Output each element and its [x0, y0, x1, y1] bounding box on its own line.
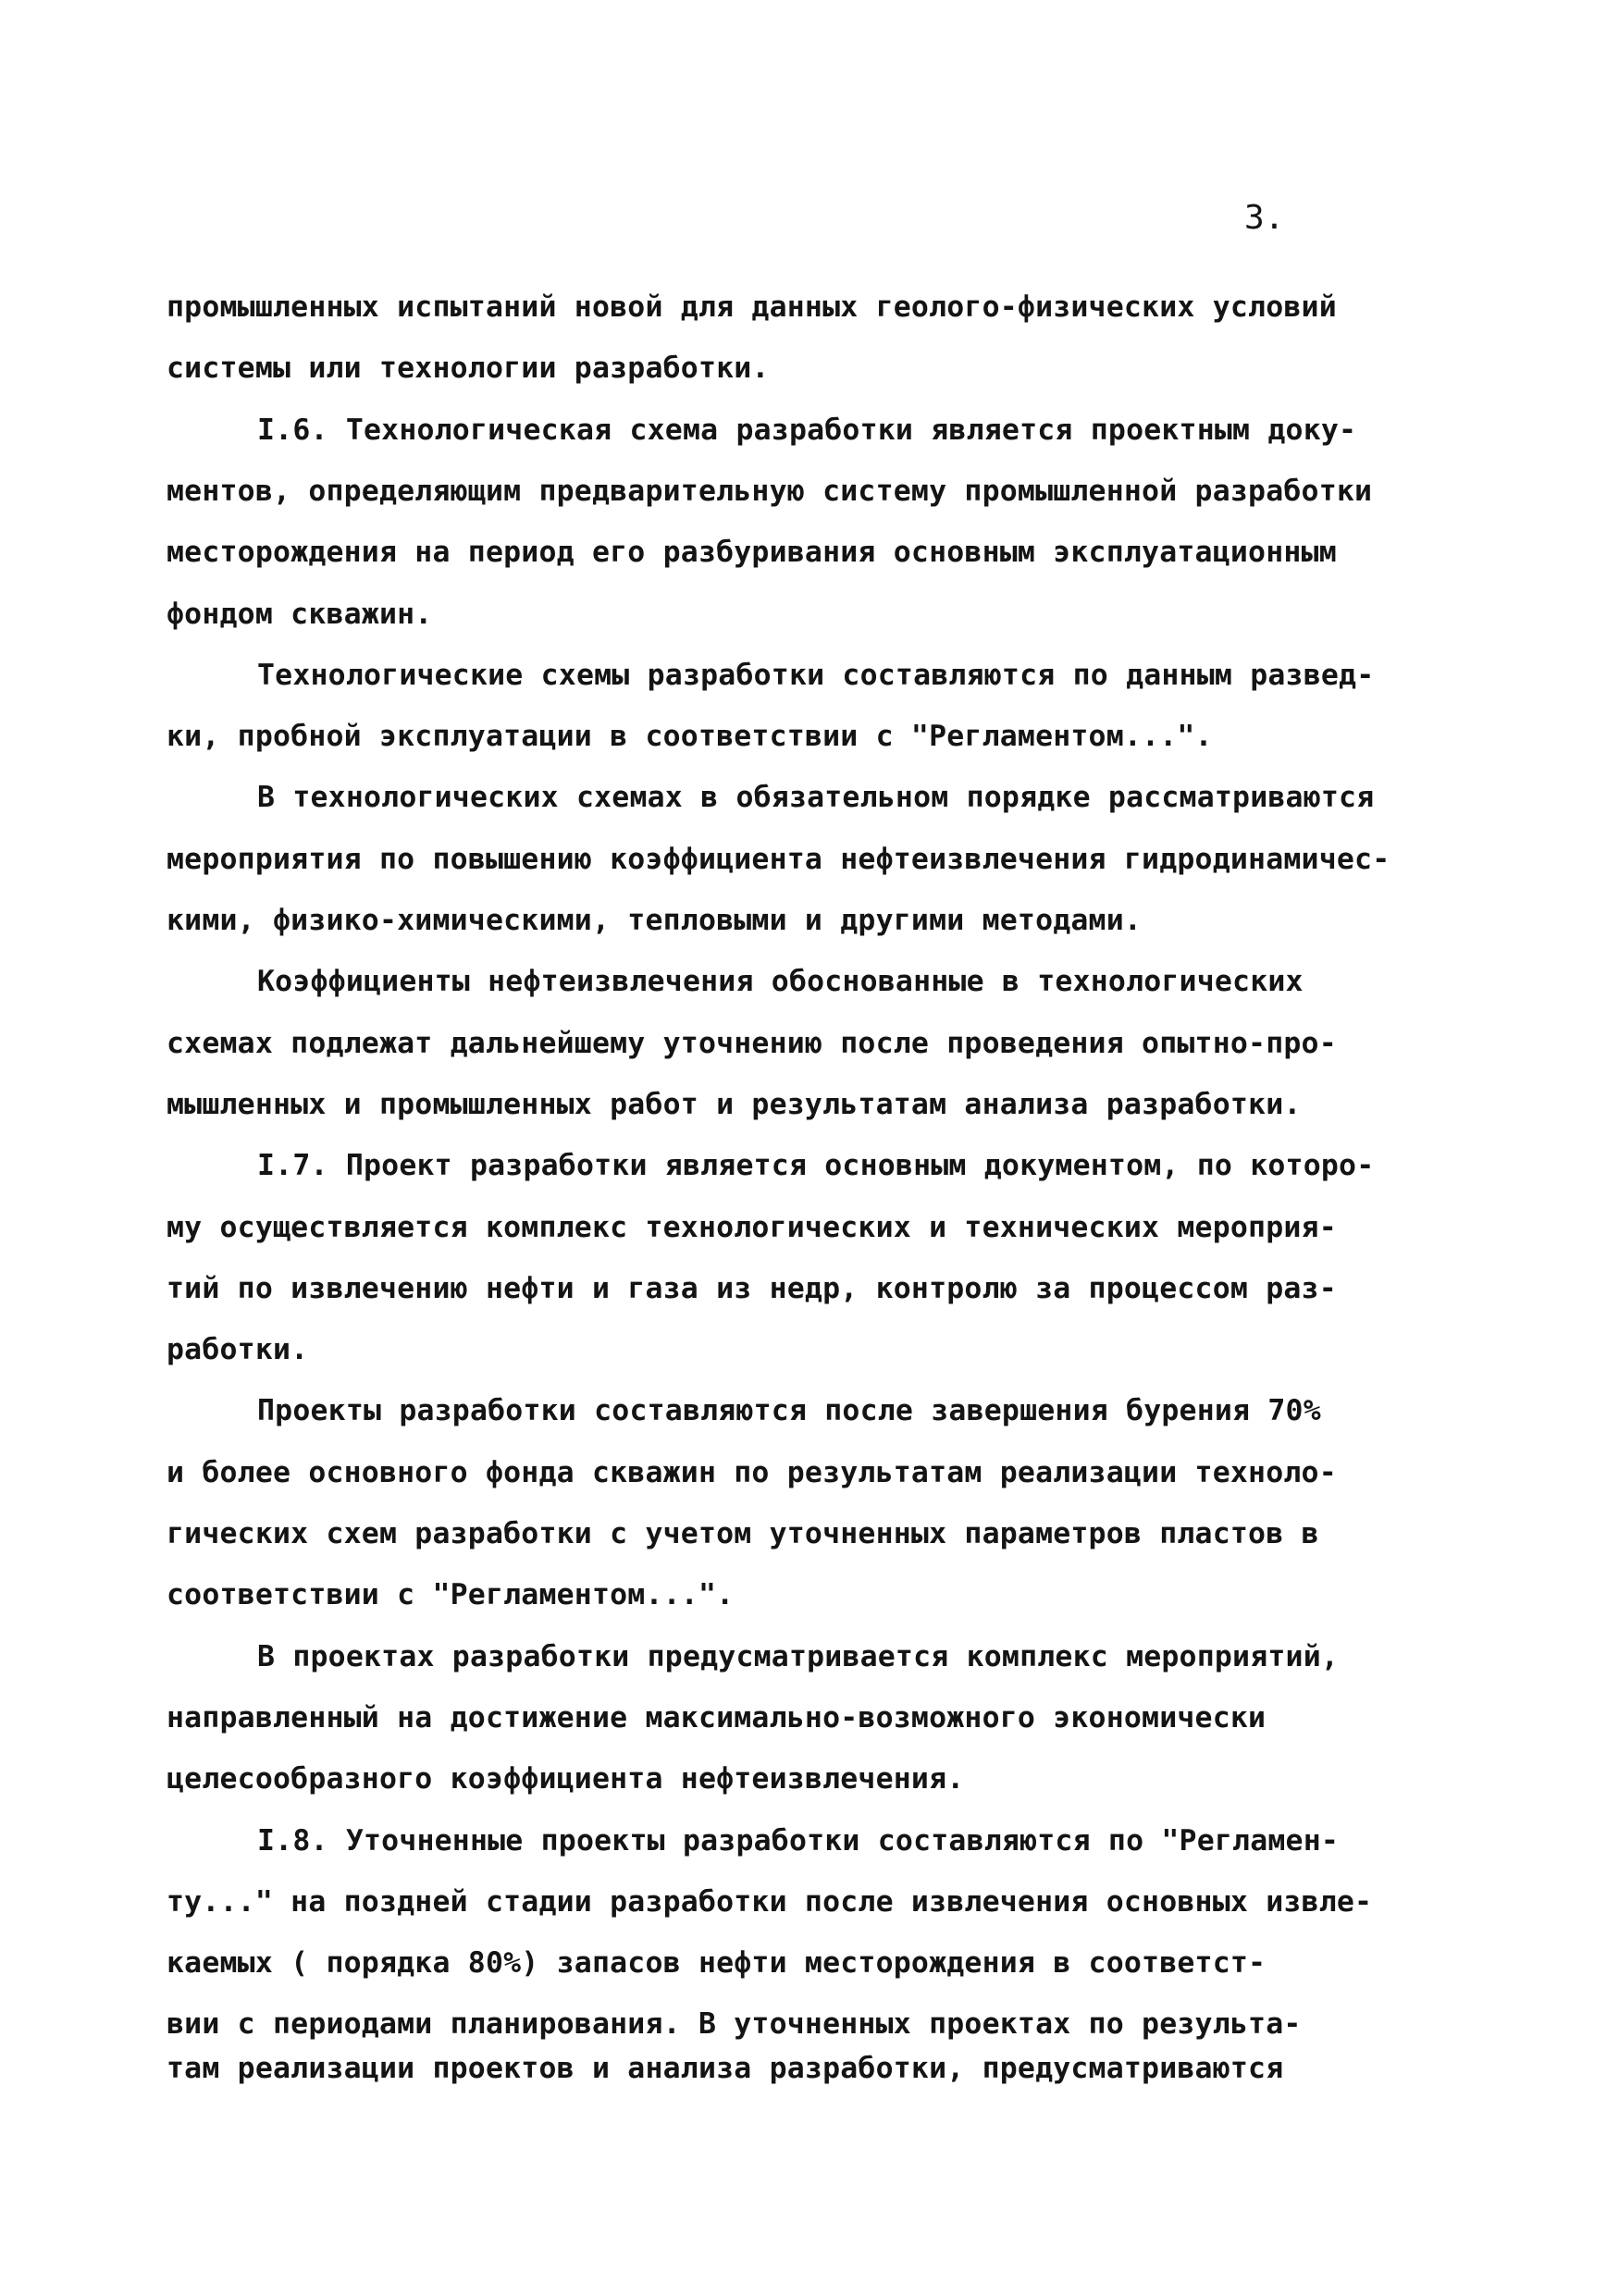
text-line: там реализации проектов и анализа разработки, предусматриваются [167, 2052, 1284, 2085]
text-line: В технологических схемах в обязательном порядке рассматриваются [257, 781, 1375, 814]
text-line: ки, пробной эксплуатации в соответствии с "Регламентом...". [167, 720, 1213, 753]
text-line: Технологические схемы разработки составляются по данным развед- [257, 659, 1375, 692]
paragraph-1-7-start: I.7. Проект разработки является основным документом, по которо- [257, 1149, 1375, 1182]
text-line: ментов, определяющим предварительную систему промышленной разработки [167, 475, 1373, 508]
text-line: Коэффициенты нефтеизвлечения обоснованные в технологических [257, 965, 1304, 998]
text-line: и более основного фонда скважин по результатам реализации техноло- [167, 1456, 1337, 1489]
text-line: Проекты разработки составляются после завершения бурения 70% [257, 1394, 1321, 1427]
text-line: целесообразного коэффициента нефтеизвлечения. [167, 1762, 965, 1796]
text-line: фондом скважин. [167, 598, 433, 631]
text-line: направленный на достижение максимально-возможного экономически [167, 1701, 1267, 1734]
text-line: тий по извлечению нефти и газа из недр, контролю за процессом раз- [167, 1272, 1337, 1305]
text-line: соответствии с "Регламентом...". [167, 1578, 735, 1611]
text-line: гических схем разработки с учетом уточненных параметров пластов в [167, 1517, 1319, 1550]
text-line: мероприятия по повышению коэффициента нефтеизвлечения гидродинамичес- [167, 843, 1390, 876]
text-line: работки. [167, 1333, 309, 1366]
text-line: мышленных и промышленных работ и результатам анализа разработки. [167, 1088, 1302, 1121]
text-line: му осуществляется комплекс технологических и технических мероприя- [167, 1211, 1337, 1244]
text-line: промышленных испытаний новой для данных геолого-физических условий [167, 290, 1337, 324]
text-line: вии с периодами планирования. В уточненных проектах по результа- [167, 2007, 1302, 2041]
page-number: 3. [1244, 199, 1285, 237]
text-line: системы или технологии разработки. [167, 352, 770, 385]
text-line: схемах подлежат дальнейшему уточнению после проведения опытно-про- [167, 1027, 1337, 1060]
text-line: кими, физико-химическими, тепловыми и другими методами. [167, 904, 1143, 937]
text-line: каемых ( порядка 80%) запасов нефти месторождения в соответст- [167, 1946, 1267, 1980]
paragraph-1-8-start: I.8. Уточненные проекты разработки составляются по "Регламен- [257, 1824, 1340, 1858]
text-line: В проектах разработки предусматривается комплекс мероприятий, [257, 1640, 1340, 1673]
text-line: месторождения на период его разбуривания основным эксплуатационным [167, 536, 1337, 569]
text-line: ту..." на поздней стадии разработки после извлечения основных извле- [167, 1885, 1373, 1919]
paragraph-1-6-start: I.6. Технологическая схема разработки является проектным доку- [257, 414, 1357, 447]
